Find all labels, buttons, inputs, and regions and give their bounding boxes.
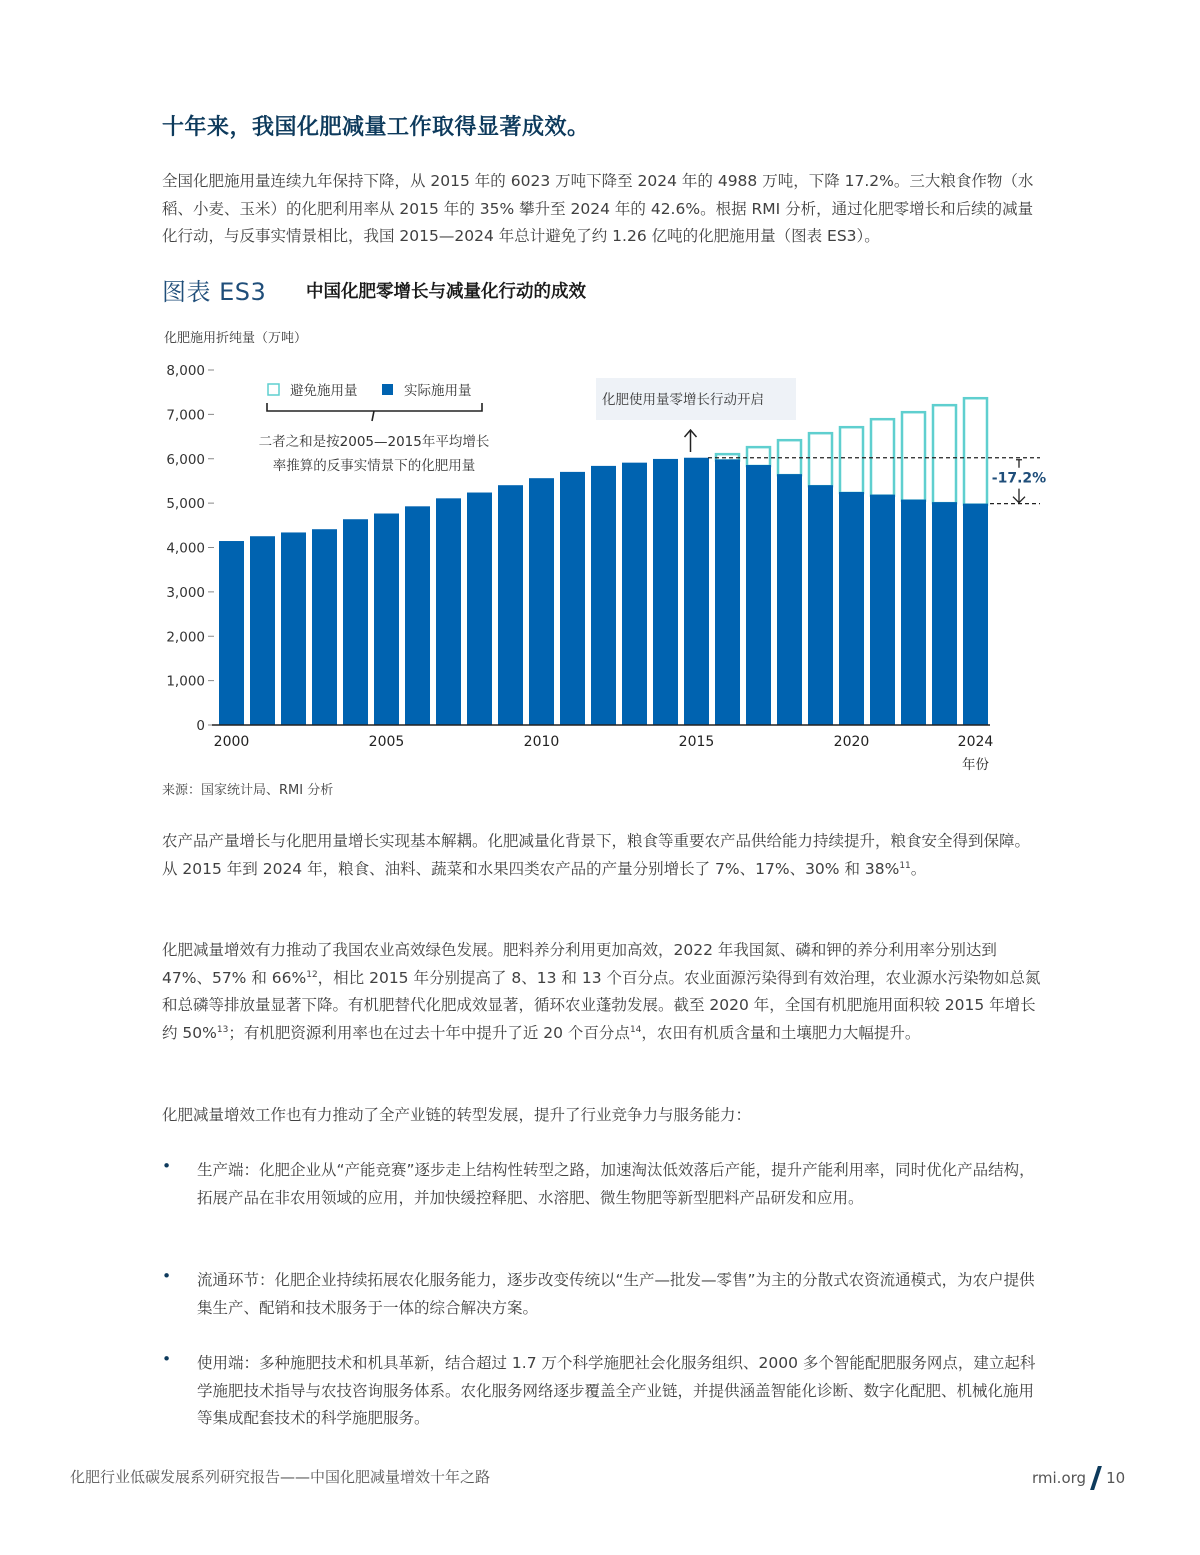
y-tick-label: 8,000 (166, 363, 205, 379)
actual-bar (746, 465, 771, 725)
actual-bar (963, 504, 988, 725)
actual-bar (467, 493, 492, 725)
figure-source: 来源：国家统计局、RMI 分析 (162, 783, 334, 798)
actual-bar (808, 485, 833, 725)
paragraph-decoupling: 农产品产量增长与化肥用量增长实现基本解耦。化肥减量化背景下，粮食等重要农产品供给能力持续提升，粮食安全得到保障。从 2015 年到 2024 年，粮食、油料、蔬菜和水果四类农产品的产量分别增长了 7%、17%、30% 和 38%$^{11}$。 (162, 832, 1031, 878)
legend-avoided-label: 避免施用量 (290, 383, 358, 399)
actual-bar (715, 459, 740, 725)
avoided-bar (933, 405, 956, 503)
bullet-production: 生产端：化肥企业从“产能竞赛”逐步走上结构性转型之路，加速淘汰低效落后产能，提升产能利用率，同时优化产品结构，拓展产品在非农用领域的应用，并加快缓控释肥、水溶肥、微生物肥等新型肥料产品研发和应用。 (197, 1161, 1035, 1207)
bullet-icon: • (162, 1157, 172, 1175)
bullet-usage: 使用端：多种施肥技术和机具革新，结合超过 1.7 万个科学施肥社会化服务组织、2000 多个智能配肥服务网点，建立起科学施肥技术指导与农技咨询服务体系。农化服务网络逐步覆盖全产业链，并提供涵盖智能化诊断、数字化配肥、机械化施用等集成配套技术的科学施肥服务。 (197, 1354, 1036, 1427)
bullet-icon: • (162, 1350, 172, 1368)
footnote-ref[interactable]: 14 (629, 1024, 642, 1035)
y-tick-label: 0 (196, 718, 205, 734)
actual-bar (777, 474, 802, 725)
bullet-distribution: 流通环节：化肥企业持续拓展农化服务能力，逐步改变传统以“生产—批发—零售”为主的分散式农资流通模式，为农户提供集生产、配销和技术服务于一体的综合解决方案。 (197, 1271, 1035, 1317)
y-tick-label: 1,000 (166, 673, 205, 690)
figure-label: 图表 ES3 (162, 278, 267, 306)
actual-bar (250, 536, 275, 725)
actual-bar (560, 472, 585, 725)
paragraph-green-development: 化肥减量增效有力推动了我国农业高效绿色发展。肥料养分利用更加高效，2022 年我国氮、磷和钾的养分利用率分别达到 47%、57% 和 66%$^{12}$，相比 2015 年分别提高了 8、13 和 13 个百分点。农业面源污染得到有效治理，农业源水污染物如总氮和总磷等排放量显著下降。有机肥替代化肥成效显著，循环农业蓬勃发展。截至 2020 年，全国有机肥施用面积较 2015 年增长约 50%$^{13}$；有机肥资源利用率也在过去十年中提升了近 20 个百分点$^{14}$，农田有机质含量和土壤肥力大幅提升。 (162, 941, 1041, 1042)
figure-title: 中国化肥零增长与减量化行动的成效 (306, 282, 586, 302)
actual-bar (529, 478, 554, 725)
actual-bar (684, 458, 709, 725)
arrow-down-icon (1013, 489, 1025, 503)
legend-brace-icon (267, 403, 482, 421)
actual-bar (436, 498, 461, 725)
actual-bar (653, 459, 678, 725)
footer-page-info (1032, 1466, 1125, 1490)
y-tick-label: 5,000 (166, 496, 205, 513)
chart-annotations (259, 378, 1047, 504)
avoided-bar (809, 433, 832, 486)
paragraph-industry-chain: 化肥减量增效工作也有力推动了全产业链的转型发展，提升了行业竞争力与服务能力： (162, 1106, 752, 1124)
x-tick-label: 2024 (957, 734, 994, 750)
actual-bar (312, 529, 337, 725)
avoided-bar (902, 412, 925, 500)
y-axis (166, 363, 214, 734)
footnote-ref[interactable]: 11 (899, 860, 911, 871)
x-axis (212, 725, 993, 773)
actual-bar (932, 502, 957, 725)
y-tick-label: 4,000 (166, 540, 205, 557)
brace-note: 二者之和是按2005—2015年平均增长 (258, 434, 490, 450)
x-tick-label: 2000 (213, 734, 250, 750)
change-label: -17.2% (991, 470, 1047, 487)
avoided-bar (964, 398, 987, 504)
legend-actual-label: 实际施用量 (404, 383, 472, 399)
x-axis-unit: 年份 (962, 757, 989, 773)
y-tick-label: 2,000 (166, 629, 205, 646)
footer-report-title: 化肥行业低碳发展系列研究报告——中国化肥减量增效十年之路 (70, 1468, 491, 1486)
x-tick-label: 2010 (523, 734, 560, 750)
y-tick-label: 6,000 (166, 451, 205, 468)
footnote-ref[interactable]: 13 (216, 1024, 229, 1035)
brace-note: 率推算的反事实情景下的化肥用量 (272, 458, 476, 474)
actual-bar (219, 541, 244, 725)
actual-bar (591, 466, 616, 725)
zero-growth-callout: 化肥使用量零增长行动开启 (602, 392, 764, 408)
actual-bar (343, 519, 368, 725)
avoided-bar (840, 427, 863, 493)
x-tick-label: 2020 (833, 734, 870, 750)
footer-site-link[interactable]: rmi.org (1032, 1469, 1087, 1487)
slash-divider-icon (1090, 1466, 1102, 1490)
arrow-up-icon (685, 430, 697, 452)
x-tick-label: 2005 (368, 734, 405, 750)
actual-bar (901, 500, 926, 725)
section-heading: 十年来，我国化肥减量工作取得显著成效。 (162, 115, 590, 140)
bullet-icon: • (162, 1267, 172, 1285)
x-tick-label: 2015 (678, 734, 715, 750)
actual-bar (498, 485, 523, 725)
actual-bar (870, 495, 895, 725)
actual-bar (405, 506, 430, 725)
page-number: 10 (1106, 1469, 1126, 1487)
footnote-ref[interactable]: 12 (306, 969, 318, 980)
y-tick-label: 7,000 (166, 407, 205, 424)
actual-bar (839, 492, 864, 725)
intro-paragraph: 全国化肥施用量连续九年保持下降，从 2015 年的 6023 万吨下降至 2024 年的 4988 万吨，下降 17.2%。三大粮食作物（水稻、小麦、玉米）的化肥利用率从 2015 年的 35% 攀升至 2024 年的 42.6%。根据 RMI 分析，通过化肥零增长和后续的减量化行动，与反事实情景相比，我国 2015—2024 年总计避免了约 1.26 亿吨的化肥施用量（图表 ES3）。 (162, 172, 1034, 245)
legend-avoided-swatch (268, 384, 279, 395)
actual-bar (622, 463, 647, 725)
actual-bar (374, 514, 399, 725)
chart-y-axis-label: 化肥施用折纯量（万吨） (164, 331, 308, 346)
avoided-bar (747, 447, 770, 466)
legend-actual-swatch (382, 384, 393, 395)
y-tick-label: 3,000 (166, 584, 205, 601)
actual-bar (281, 532, 306, 725)
